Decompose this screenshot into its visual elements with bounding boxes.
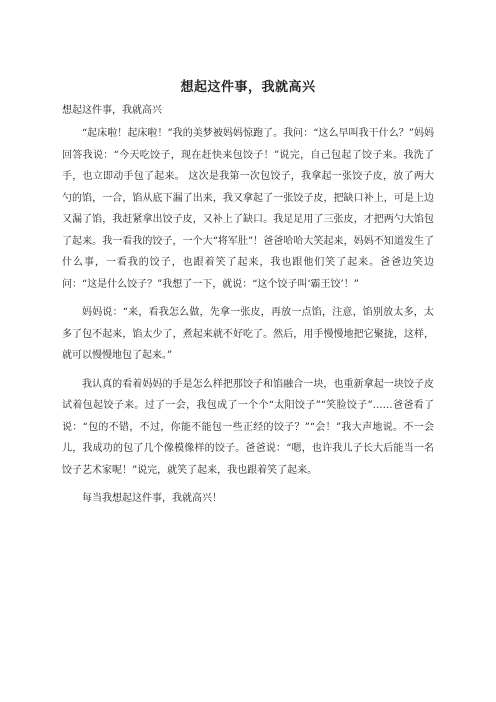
paragraph-1: “起床啦！起床啦！”我的美梦被妈妈惊跑了。我问：“这么早叫我干什么？”妈妈回答我说：“今天吃饺子，现在赶快来包饺子！”说完，自己包起了饺子来。我洗了手，也立即动手包了起来。 这次是我第一次包饺子，我拿起一张饺子皮，放了两大勺的馅，一合，馅从底下漏了出来，我又拿起了一张饺子皮，把缺口补上，可是上边又漏了馅，我赶紧拿出饺子皮，又补上了缺口。我足足用了三张皮，才把两勺大馅包了起来。我一看我的饺子，一个大“将军肚”！爸爸哈哈大笑起来，妈妈不知道发生了什么事，一看我的饺子，也跟着笑了起来，我也跟他们笑了起来。爸爸边笑边问：“这是什么饺子？”我想了一下，就说：“这个饺子叫‘霸王饺’！”: [62, 128, 434, 290]
paragraph-4: 每当我想起这件事，我就高兴！: [82, 493, 222, 504]
paragraph-3: 我认真的看着妈妈的手是怎么样把那饺子和馅融合一块，也重新拿起一块饺子皮试着包起饺子来。过了一会，我包成了一个个“太阳饺子”“笑脸饺子”……爸爸看了说：“包的不错，不过，你能不能包一些正经的饺子？”“会！”我大声地说。不一会儿，我成功的包了几个像模像样的饺子。爸爸说：“嗯，也许我儿子长大后能当一名饺子艺术家呢！”说完，就笑了起来，我也跟着笑了起来。: [62, 378, 434, 476]
document-title: 想起这件事，我就高兴: [180, 80, 316, 95]
document-page: [62, 0, 434, 702]
document-subtitle: 想起这件事，我就高兴: [62, 105, 162, 116]
paragraph-2: 妈妈说：“来，看我怎么做，先拿一张皮，再放一点馅，注意，馅别放太多，太多了包不起来，馅太少了，煮起来就不好吃了。然后，用手慢慢地把它聚拢，这样，就可以慢慢地包了起来。”: [62, 307, 434, 361]
document-body: [62, 123, 434, 517]
